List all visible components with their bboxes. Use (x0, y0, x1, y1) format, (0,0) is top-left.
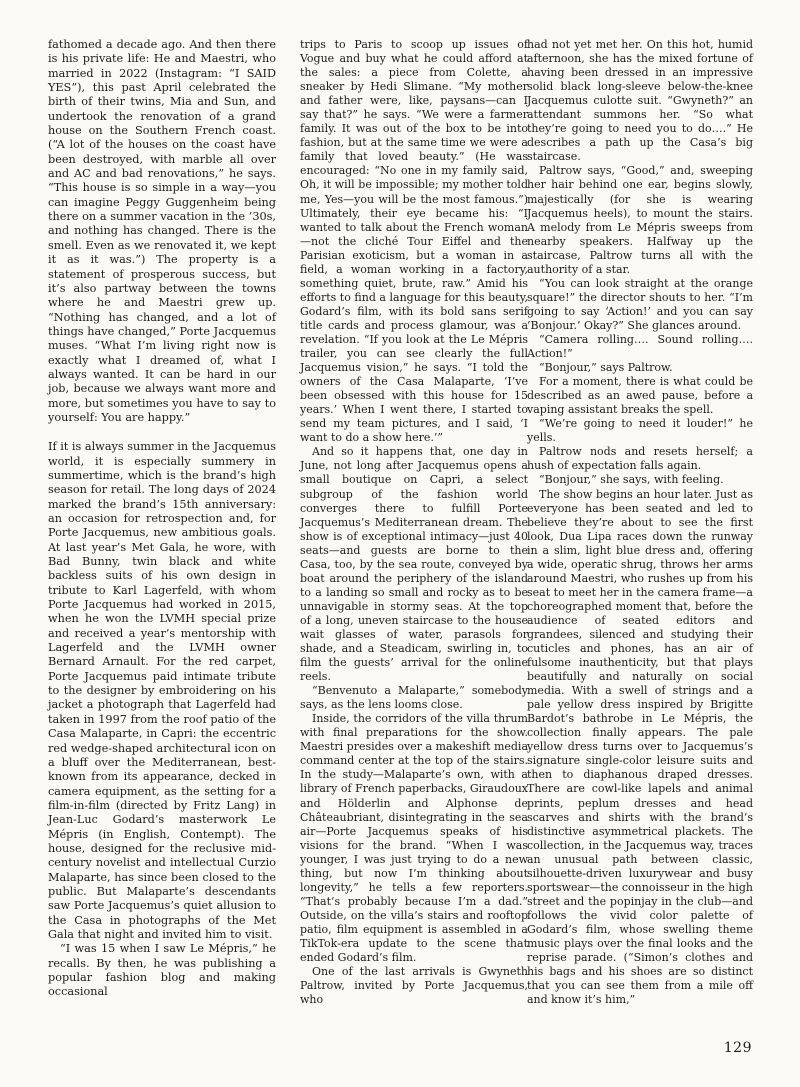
paragraph: trips to Paris to scoop up issues of Vogue and buy what he could afford at the sales: a piece from Colette, a sneaker by Hedi Slimane. “My mother and father were, like, paysans—can I say that?” he says. “We were a farmer family. It was out of the box to be into fashion, but at the same time we were a family that loved beauty.” (He was encouraged: “No one in my family said, Oh, it will be impossible; my mother told me, Yes—you will be the most famous.”) Ultimately, their eye became his: “I wanted to talk about the French woman—not the cliché Tour Eiffel and the Parisian exoticism, but a woman in a field, a woman working in a factory, something quiet, brute, raw.” Amid his efforts to find a language for this beauty, Godard’s film, with its bold sans serif title cards and process glamour, was a revelation. “If you look at the Le Mépris trailer, you can see clearly the full Jacquemus vision,” he says. “I told the owners of the Casa Malaparte, ‘I’ve been obsessed with this house for 15 years.’ When I went there, I started to send my team pictures, and I said, ‘I want to do a show here.’” (300, 38, 528, 445)
text-column-3 (527, 38, 753, 1007)
paragraph: One of the last arrivals is Gwyneth Paltrow, invited by Porte Jacquemus, who (300, 965, 528, 1007)
paragraph: “I was 15 when I saw Le Mépris,” he recalls. By then, he was publishing a popular fashion blog and making occasional (48, 942, 276, 999)
page-number: 129 (723, 1040, 752, 1056)
paragraph: “Benvenuto a Malaparte,” somebody says, as the lens looms close. (300, 684, 528, 712)
paragraph: Paltrow says, “Good,” and, sweeping her hair behind one ear, begins slowly, majestically (for she is wearing Jacquemus heels), to mount the stairs. A melody from Le Mépris sweeps from nearby speakers. Halfway up the staircase, Paltrow turns all with the authority of a star. (527, 164, 753, 276)
paragraph: Inside, the corridors of the villa thrum with final preparations for the show. Maestri presides over a makeshift media command center at the top of the stairs. In the study—Malaparte’s own, with a library of French paperbacks, Giraudoux and Hölderlin and Alphonse de Châteaubriant, disintegrating in the sea air—Porte Jacquemus speaks of his visions for the brand. “When I was younger, I was just trying to do a new thing, but now I’m thinking about longevity,” he tells a few reporters. “That’s probably because I’m a dad.” Outside, on the villa’s stairs and rooftop patio, film equipment is assembled in a TikTok-era update to the scene that ended Godard’s film. (300, 712, 528, 965)
paragraph: “Bonjour,” she says, with feeling. (539, 473, 724, 487)
paragraph: Paltrow nods and resets herself; a hush of expectation falls again. (527, 445, 753, 473)
paragraph: had not yet met her. On this hot, humid afternoon, she has the mixed fortune of having been dressed in an impressive solid black long-sleeve below-the-knee Jacquemus culotte suit. “Gwyneth?” an attendant summons her. “So what they’re going to need you to do….” He describes a path up the Casa’s big staircase. (527, 38, 753, 164)
text-column-1 (48, 38, 276, 1000)
paragraph: “We’re going to need it louder!” he yells. (527, 417, 753, 445)
paragraph: fathomed a decade ago. And then there is his private life: He and Maestri, who married in 2022 (Instagram: “I SAID YES”), this past April celebrated the birth of their twins, Mia and Sun, and undertook the renovation of a grand house on the Southern French coast. (“A lot of the houses on the coast have been destroyed, with marble all over and AC and bad renovations,” he says. “This house is so simple in a way—you can imagine Peggy Guggenheim being there on a summer vacation in the ’30s, and nothing has changed. There is the smell. Even as we renovated it, we kept it as it was.”) The property is a statement of prosperous success, but it’s also partway between the towns where he and Maestri grew up. “Nothing has changed, and a lot of things have changed,” Porte Jacquemus muses. “What I’m living right now is exactly what I dreamed of, what I always wanted. It can be hard in our job, because we always want more and more, but sometimes you have to say to yourself: You are happy.” (48, 38, 276, 424)
paragraph: “Camera rolling…. Sound rolling…. Action!” (527, 332, 753, 361)
paragraph: And so it happens that, one day in June, not long after Jacquemus opens a small boutique on Capri, a select subgroup of the fashion world converges there to fulfill Porte Jacquemus’s Mediterranean dream. The show is of exceptional intimacy—just 40 seats—and guests are borne to the Casa, too, by the sea route, conveyed by boat around the periphery of the island to a landing so small and rocky as to be unnavigable in stormy seas. At the top of a long, uneven staircase to the house wait glasses of water, parasols for shade, and a Steadicam, swirling in, to film the guests’ arrival for the online reels. (300, 445, 528, 684)
paragraph: If it is always summer in the Jacquemus world, it is especially summery in summertime, which is the brand’s high season for retail. The long days of 2024 marked the brand’s 15th anniversary: an occasion for retrospection and, for Porte Jacquemus, new ambitious goals. At last year’s Met Gala, he wore, with Bad Bunny, twin black and white backless suits of his own design in tribute to Karl Lagerfeld, with whom Porte Jacquemus had worked in 2015, when he won the LVMH special prize and received a year’s mentorship with Lagerfeld and the LVMH owner Bernard Arnault. For the red carpet, Porte Jacquemus paid intimate tribute to the designer by embroidering on his jacket a photograph that Lagerfeld had taken in 1997 from the roof patio of the Casa Malaparte, in Capri: the eccentric red wedge-shaped architectural icon on a bluff over the Mediterranean, best-known from its appearance, decked in camera equipment, as the setting for a film-in-film (directed by Fritz Lang) in Jean-Luc Godard’s masterwork Le Mépris (in English, Contempt). The house, designed for the reclusive mid-century novelist and intellectual Curzio Malaparte, has since been closed to the public. But Malaparte’s descendants saw Porte Jacquemus’s quiet allusion to the Casa in photographs of the Met Gala that night and invited him to visit. (48, 440, 276, 941)
paragraph: The show begins an hour later. Just as everyone has been seated and led to believe they’re about to see the first look, Dua Lipa races down the runway in a slim, light blue dress and, offering a wide, operatic shrug, throws her arms around Maestri, who rushes up from his seat to meet her in the camera frame—a choreographed moment that, before the audience of seated editors and grandees, silenced and studying their cuticles and phones, has an air of fulsome inauthenticity, but that plays beautifully and naturally on social media. With a swell of strings and a pale yellow dress inspired by Brigitte Bardot’s bathrobe in Le Mépris, the collection finally appears. The pale yellow dress turns over to Jacquemus’s signature single-color leisure suits and then to diaphanous draped dresses. There are cowl-like lapels and animal prints, peplum dresses and head scarves and shirts with the brand’s distinctive asymmetrical plackets. The collection, in the Jacquemus way, traces an unusual path between classic, silhouette-driven luxurywear and busy sportswear—the connoisseur in the high street and the popinjay in the club—and follows the vivid color palette of Godard’s film, whose swelling theme music plays over the final looks and the reprise parade. (“Simon’s clothes and his bags and his shoes are so distinct that you can see them from a mile off and know it’s him,” (527, 487, 753, 1007)
text-column-2 (300, 38, 528, 1007)
paragraph: “You can look straight at the orange square!” the director shouts to her. “I’m going to say ‘Action!’ and you can say ‘Bonjour.’ Okay?” She glances around. (527, 276, 753, 332)
paragraph: For a moment, there is what could be described as an awed pause, before a vaping assistant breaks the spell. (527, 375, 753, 417)
paragraph: “Bonjour,” says Paltrow. (539, 361, 673, 375)
